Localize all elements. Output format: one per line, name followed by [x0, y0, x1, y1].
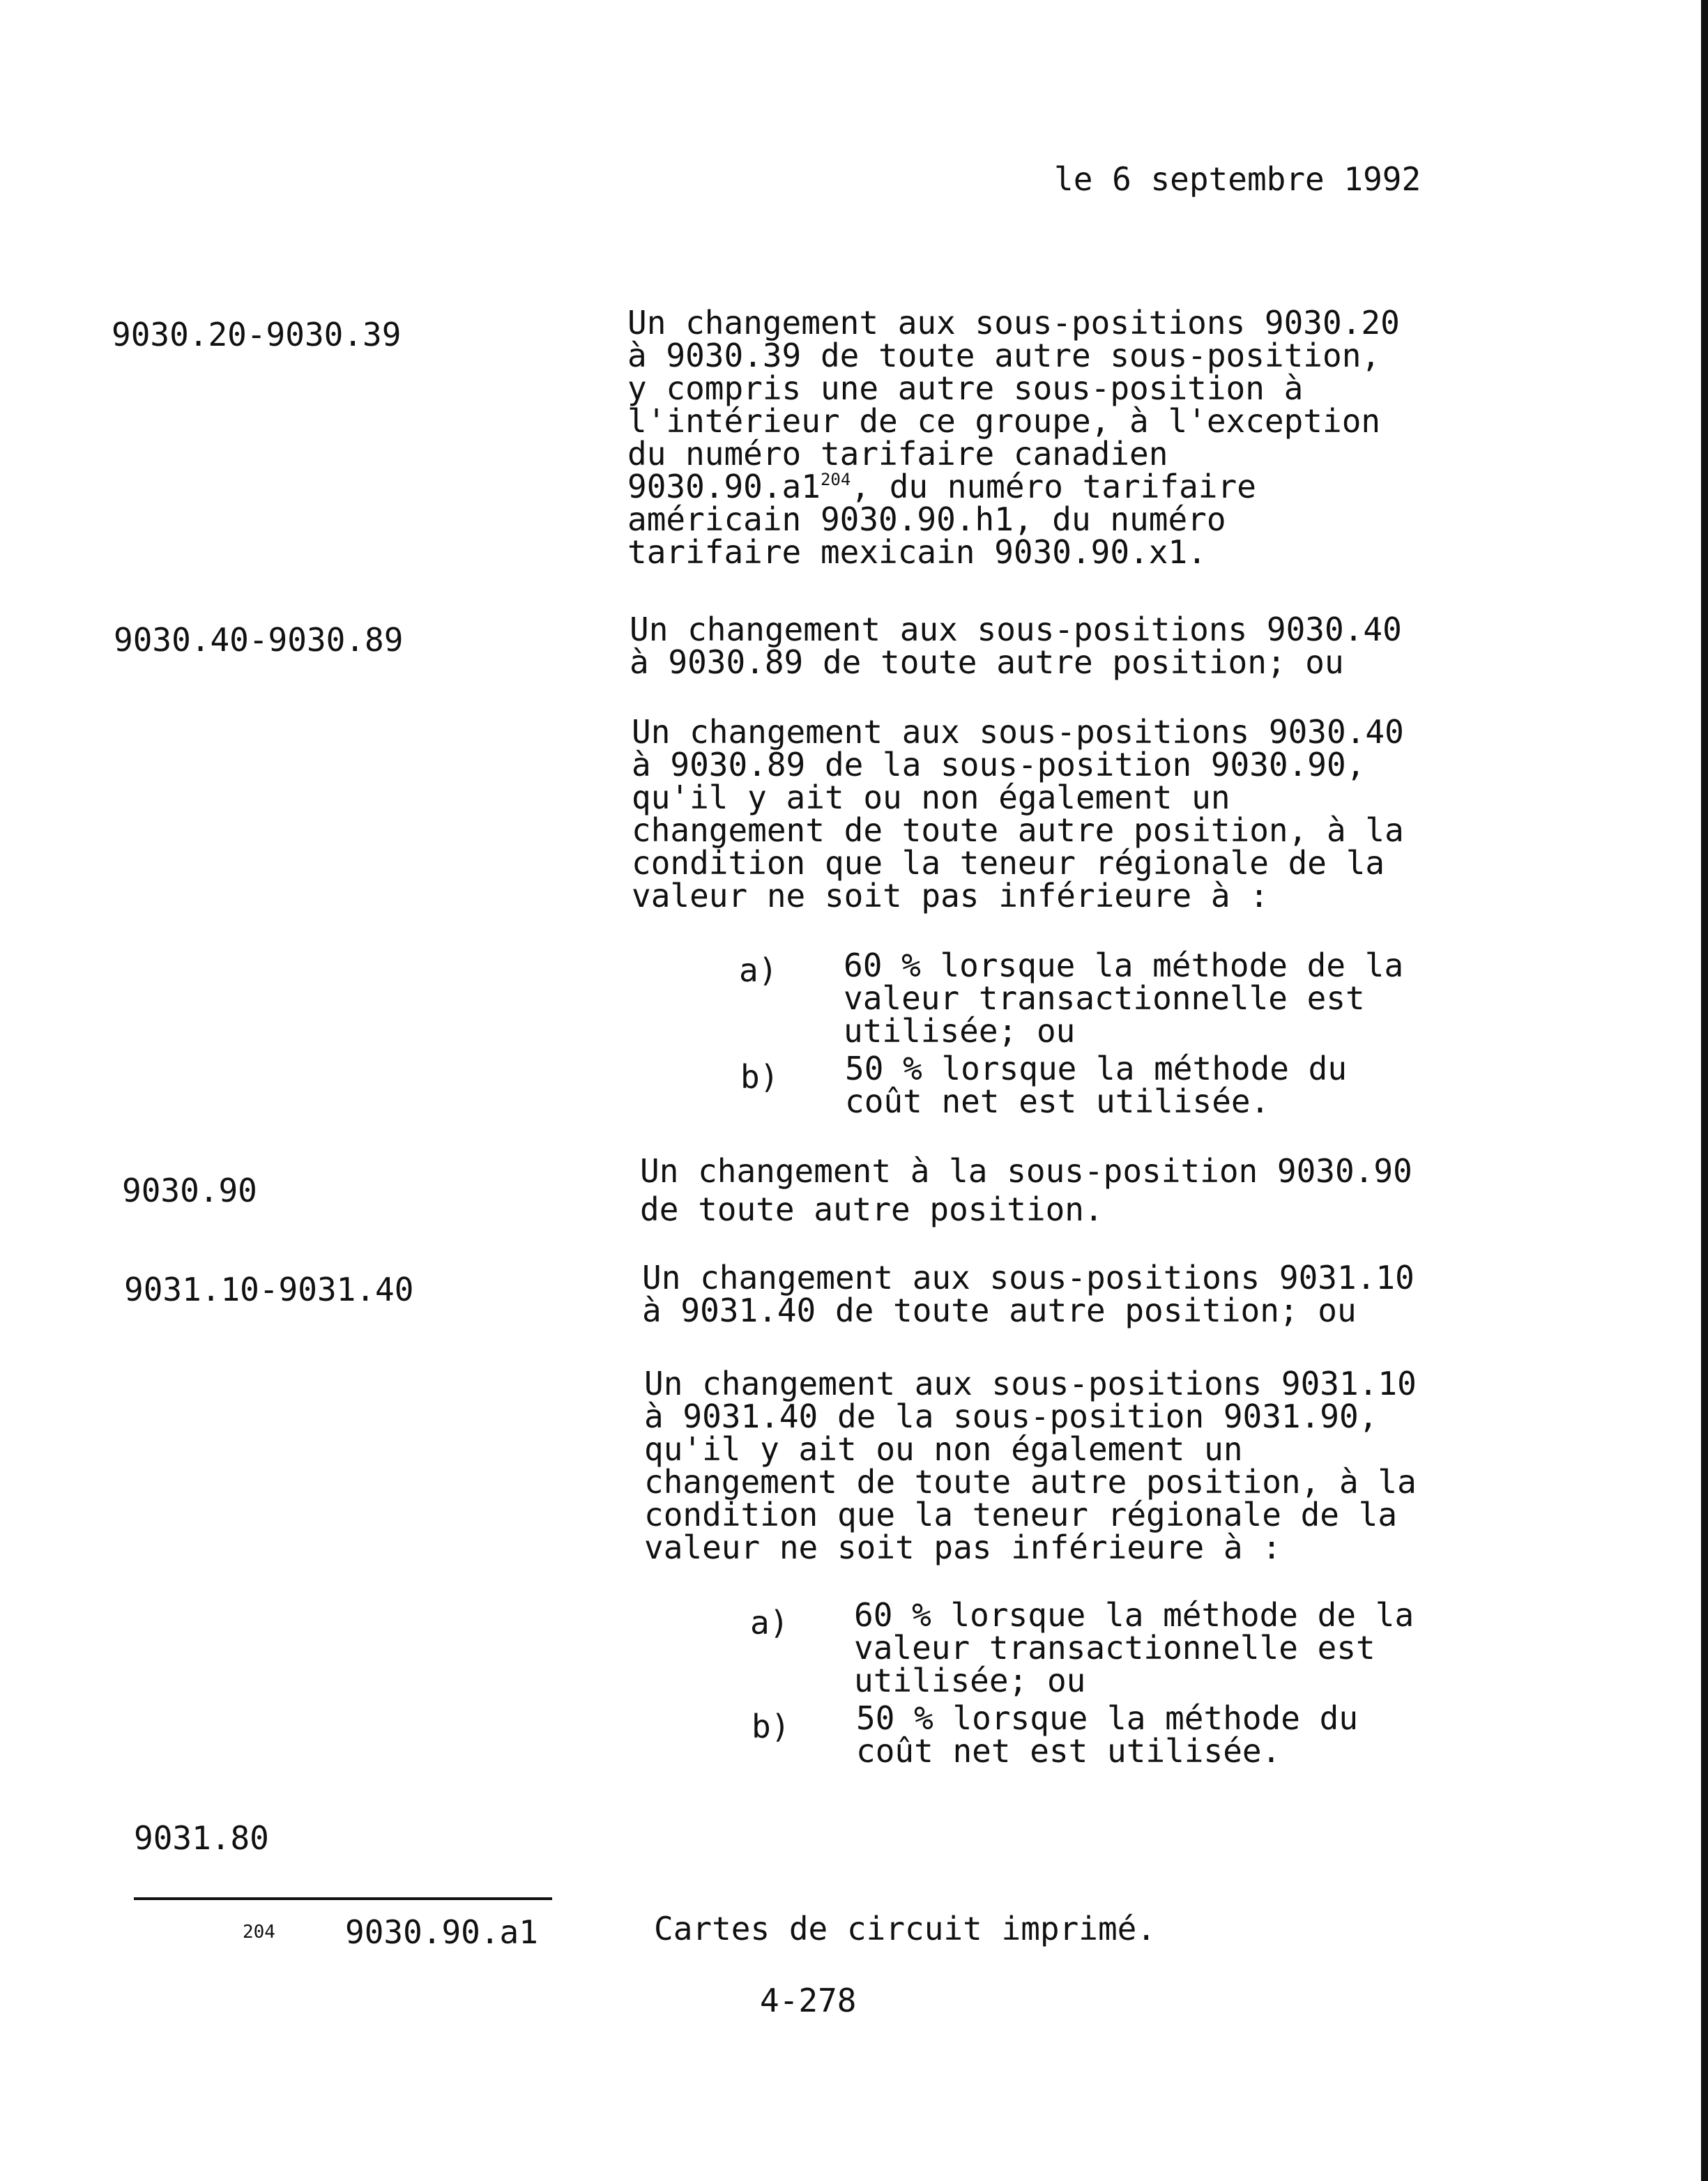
rule-text-line: à 9030.89 de la sous-position 9030.90,: [632, 746, 1366, 783]
list-item-text: 60 % lorsque la méthode de la: [844, 947, 1404, 984]
list-item-text: 50 % lorsque la méthode du: [845, 1050, 1348, 1087]
rule-text-line: Un changement aux sous-positions 9030.40: [632, 713, 1404, 751]
rule-code: 9031.80: [134, 1819, 269, 1857]
rule-text-line: Un changement à la sous-position 9030.90: [640, 1152, 1412, 1190]
footnote-text: Cartes de circuit imprimé.: [654, 1910, 1157, 1947]
page-number: 4-278: [760, 1982, 857, 2019]
rule-text-line: valeur ne soit pas inférieure à :: [644, 1529, 1281, 1566]
rule-text-line: condition que la teneur régionale de la: [632, 844, 1385, 882]
rule-code: 9030.90: [122, 1172, 257, 1209]
list-item-text: valeur transactionnelle est: [854, 1629, 1375, 1667]
rule-text-line: à 9030.89 de toute autre position; ou: [630, 643, 1344, 681]
list-item-text: utilisée; ou: [844, 1012, 1076, 1050]
rule-text-line: à 9031.40 de toute autre position; ou: [642, 1292, 1357, 1329]
rule-code: 9030.20-9030.39: [112, 316, 402, 353]
scan-edge-line: [1701, 0, 1708, 2181]
footnote-code: 9030.90.a1: [345, 1913, 538, 1951]
rule-text-line: l'intérieur de ce groupe, à l'exception: [627, 402, 1381, 440]
rule-text-line: changement de toute autre position, à la: [644, 1463, 1417, 1501]
rule-code: 9031.10-9031.40: [124, 1271, 414, 1308]
footnote-reference: 204: [820, 470, 851, 489]
list-item-text: utilisée; ou: [854, 1662, 1086, 1699]
rule-text-line: $9030.90.a1^{204}$, du numéro tarifaire: [627, 468, 1256, 505]
rule-text-line: y compris une autre sous-position à: [627, 369, 1304, 407]
list-item-label: b): [752, 1708, 791, 1745]
rule-text-line: Un changement aux sous-positions 9031.10: [642, 1259, 1415, 1296]
list-item-text: coût net est utilisée.: [845, 1082, 1270, 1120]
rule-text-line: américain 9030.90.h1, du numéro: [627, 500, 1226, 538]
document-date: le 6 septembre 1992: [1054, 160, 1421, 198]
rule-text-line: valeur ne soit pas inférieure à :: [632, 877, 1269, 915]
rule-text-line: du numéro tarifaire canadien: [627, 435, 1168, 473]
list-item-label: a): [750, 1604, 789, 1642]
rule-text-line: qu'il y ait ou non également un: [632, 779, 1230, 816]
footnote-number: 204: [243, 1922, 275, 1943]
list-item-label: a): [739, 951, 778, 989]
list-item-text: 60 % lorsque la méthode de la: [854, 1596, 1415, 1634]
rule-text-line: condition que la teneur régionale de la: [644, 1496, 1398, 1533]
rule-code: 9030.40-9030.89: [114, 621, 404, 659]
rule-text-line: changement de toute autre position, à la: [632, 811, 1404, 849]
rule-text-line: qu'il y ait ou non également un: [644, 1430, 1243, 1468]
list-item-text: coût net est utilisée.: [856, 1732, 1281, 1770]
list-item-text: valeur transactionnelle est: [844, 979, 1365, 1017]
rule-text-line: tarifaire mexicain 9030.90.x1.: [627, 533, 1207, 571]
rule-text-line: à 9030.39 de toute autre sous-position,: [627, 337, 1381, 374]
rule-text-line: de toute autre position.: [640, 1191, 1104, 1228]
rule-text-line: Un changement aux sous-positions 9031.10: [644, 1365, 1417, 1402]
rule-text-line: Un changement aux sous-positions 9030.20: [627, 304, 1400, 342]
list-item-label: b): [740, 1058, 779, 1096]
footnote-separator: [134, 1897, 552, 1900]
list-item-text: 50 % lorsque la méthode du: [856, 1699, 1359, 1737]
rule-text-line: à 9031.40 de la sous-position 9031.90,: [644, 1398, 1378, 1435]
rule-text-line: Un changement aux sous-positions 9030.40: [630, 611, 1402, 648]
